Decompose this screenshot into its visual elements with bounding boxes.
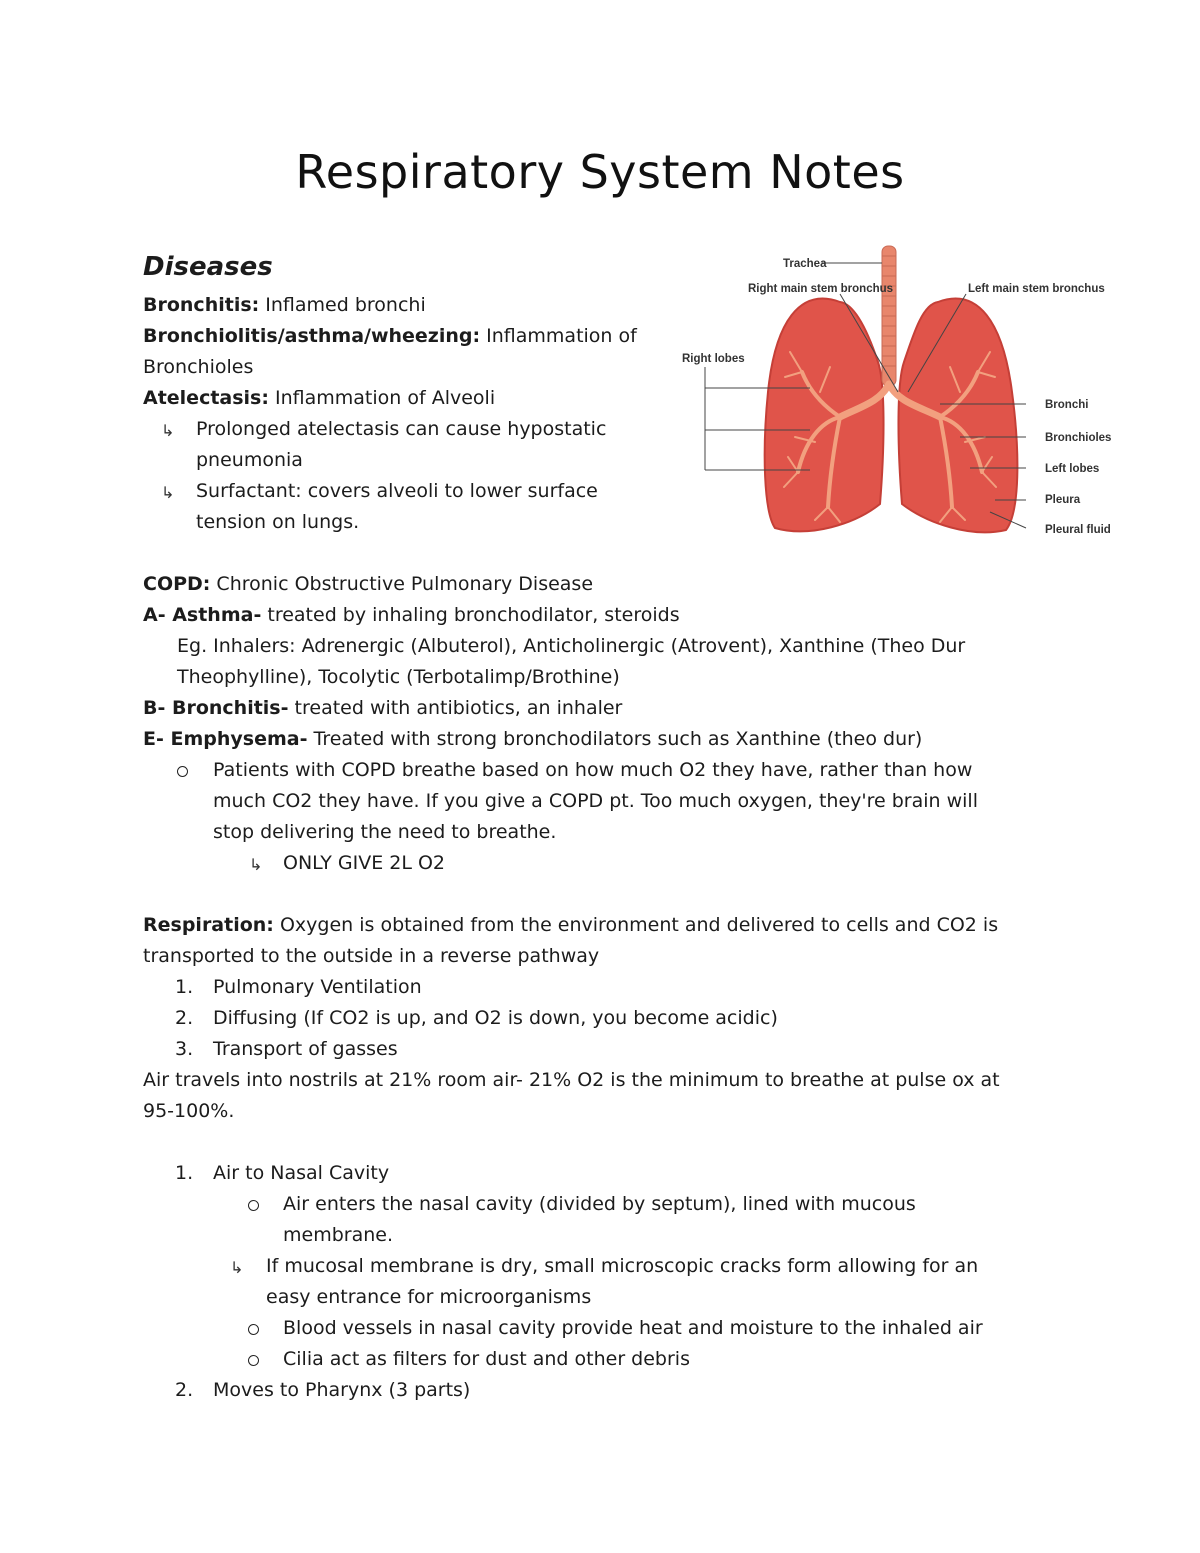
- label-right-main-stem: Right main stem bronchus: [748, 283, 894, 295]
- arrow-bullet-icon: ↳: [230, 1258, 244, 1277]
- term-asthma: A- Asthma-: [143, 604, 262, 626]
- circle-bullet-icon: [248, 1324, 259, 1335]
- copd-warning: ONLY GIVE 2L O2: [283, 852, 446, 874]
- term-copd: COPD:: [143, 573, 211, 595]
- label-pleural-fluid: Pleural fluid: [1045, 524, 1111, 536]
- term-respiration: Respiration:: [143, 914, 274, 936]
- arrow-bullet-icon: ↳: [161, 421, 175, 440]
- copd-line: [143, 569, 593, 600]
- respiration-line1: [143, 910, 998, 941]
- copd-asthma-line: [143, 600, 680, 631]
- def-respiration: Oxygen is obtained from the environment and delivered to cells and CO2 is: [273, 914, 999, 936]
- term-atelectasis: Atelectasis:: [143, 387, 269, 409]
- nasal-sub1-line2: membrane.: [283, 1224, 393, 1246]
- step-text: Pulmonary Ventilation: [213, 976, 422, 998]
- atelectasis-sub2-line1: Surfactant: covers alveoli to lower surface: [196, 480, 598, 502]
- copd-emphysema-line: [143, 724, 922, 755]
- label-bronchioles: Bronchioles: [1045, 432, 1112, 444]
- page-title: Respiratory System Notes: [295, 145, 905, 199]
- label-right-lobes: Right lobes: [682, 353, 745, 365]
- copd-note-line2: much CO2 they have. If you give a COPD pt. Too much oxygen, they're brain will: [213, 790, 978, 812]
- pathway-item-nasal-cavity: Air to Nasal Cavity: [213, 1162, 390, 1184]
- label-left-main-stem: Left main stem bronchus: [968, 283, 1105, 295]
- air-travel-line2: 95-100%.: [143, 1100, 235, 1122]
- air-travel-line1: Air travels into nostrils at 21% room air- 21% O2 is the minimum to breathe at pulse ox at: [143, 1069, 1000, 1091]
- copd-note-line3: stop delivering the need to breathe.: [213, 821, 557, 843]
- term-emphysema: E- Emphysema-: [143, 728, 308, 750]
- circle-bullet-icon: [248, 1200, 259, 1211]
- arrow-bullet-icon: ↳: [249, 855, 263, 874]
- label-left-lobes: Left lobes: [1045, 463, 1100, 475]
- section-heading-diseases: Diseases: [143, 252, 273, 282]
- pathway-number: 1.: [175, 1162, 194, 1184]
- bronchiolitis-line-2: Bronchioles: [143, 356, 254, 378]
- term-copd-bronchitis: B- Bronchitis-: [143, 697, 289, 719]
- pathway-number: 2.: [175, 1379, 194, 1401]
- left-lung-shape: [898, 299, 1017, 533]
- circle-bullet-icon: [248, 1355, 259, 1366]
- step-text: Transport of gasses: [213, 1038, 398, 1060]
- nasal-sub2-line2: easy entrance for microorganisms: [266, 1286, 592, 1308]
- step-number: 1.: [175, 976, 194, 998]
- def-asthma: treated by inhaling bronchodilator, steroids: [261, 604, 680, 626]
- arrow-bullet-icon: ↳: [161, 483, 175, 502]
- def-copd-bronchitis: treated with antibiotics, an inhaler: [288, 697, 623, 719]
- right-lung-shape: [765, 299, 884, 532]
- atelectasis-sub2-line2: tension on lungs.: [196, 511, 360, 533]
- nasal-sub2-line1: If mucosal membrane is dry, small microscopic cracks form allowing for an: [266, 1255, 979, 1277]
- atelectasis-sub1-line1: Prolonged atelectasis can cause hypostatic: [196, 418, 607, 440]
- nasal-sub1-line1: Air enters the nasal cavity (divided by septum), lined with mucous: [283, 1193, 916, 1215]
- nasal-sub3: Blood vessels in nasal cavity provide heat and moisture to the inhaled air: [283, 1317, 983, 1339]
- step-number: 2.: [175, 1007, 194, 1029]
- lung-diagram: [680, 242, 1112, 542]
- label-pleura: Pleura: [1045, 494, 1081, 506]
- label-trachea: Trachea: [783, 258, 827, 270]
- label-bronchi: Bronchi: [1045, 399, 1089, 411]
- def-emphysema: Treated with strong bronchodilators such as Xanthine (theo dur): [307, 728, 923, 750]
- def-copd: Chronic Obstructive Pulmonary Disease: [210, 573, 594, 595]
- nasal-sub4: Cilia act as filters for dust and other debris: [283, 1348, 690, 1370]
- pathway-item-pharynx: Moves to Pharynx (3 parts): [213, 1379, 471, 1401]
- respiration-line2: transported to the outside in a reverse pathway: [143, 945, 600, 967]
- bronchiolitis-line: [143, 321, 637, 352]
- circle-bullet-icon: [177, 766, 188, 777]
- def-bronchitis: Inflamed bronchi: [259, 294, 426, 316]
- step-text: Diffusing (If CO2 is up, and O2 is down, you become acidic): [213, 1007, 778, 1029]
- step-number: 3.: [175, 1038, 194, 1060]
- def-atelectasis: Inflammation of Alveoli: [268, 387, 496, 409]
- atelectasis-line: [143, 383, 495, 414]
- copd-note-line1: Patients with COPD breathe based on how much O2 they have, rather than how: [213, 759, 973, 781]
- copd-bronchitis-line: [143, 693, 622, 724]
- def-bronchiolitis: Inflammation of: [480, 325, 637, 347]
- atelectasis-sub1-line2: pneumonia: [196, 449, 303, 471]
- term-bronchiolitis: Bronchiolitis/asthma/wheezing:: [143, 325, 481, 347]
- term-bronchitis: Bronchitis:: [143, 294, 260, 316]
- inhalers-example-line1: Eg. Inhalers: Adrenergic (Albuterol), Anticholinergic (Atrovent), Xanthine (Theo Dur: [177, 635, 966, 657]
- inhalers-example-line2: Theophylline), Tocolytic (Terbotalimp/Brothine): [177, 666, 620, 688]
- bronchitis-line: [143, 290, 426, 321]
